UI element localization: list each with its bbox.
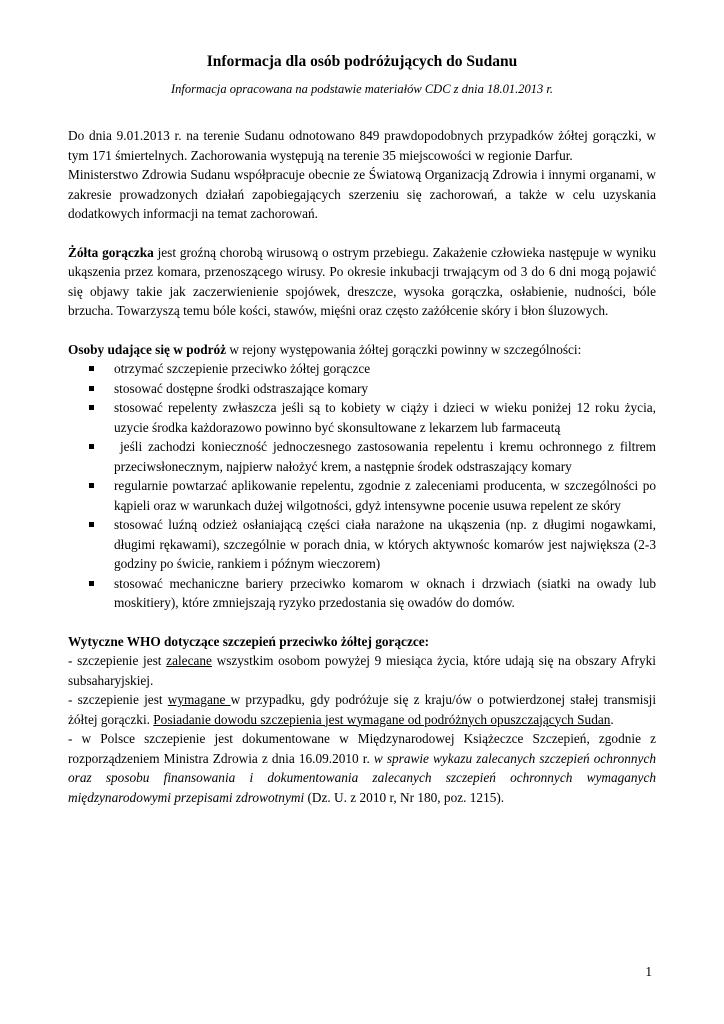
who-text: - w Polsce szczepienie jest dokumentowane w Międzynarodowej Książeczce Szczepień, zgodnie z rozporządzeniem Ministra Zdrowia z dnia 16.09.2010 r. [68,731,656,766]
list-item-text: stosować repelenty zwłaszcza jeśli są to kobiety w ciąży i dzieci w wieku poniżej 12 roku życia, uzycie środka każdorazowo powinno być skonsultowane z lekarzem lub farmaceutą [114,400,656,435]
intro-paragraph-2: Ministerstwo Zdrowia Sudanu współpracuje obecnie ze Światową Organizacją Zdrowia i innymi organami, w zakresie prowadzonych działań zapobiegających szerzeniu się zachorowań, a także w celu uzyskania dodatkowych informacji na temat zachorowań. [68,167,656,221]
list-item [89,398,656,437]
page-title: Informacja dla osób podróżujących do Sudanu [206,53,518,70]
who-guideline-recommended [68,651,656,690]
who-text: wszystkim osobom powyżej 9 miesiąca życia, które udają się na obszary Afryki subsaharyjskiej. [68,653,657,688]
travelers-description: w rejony występowania żółtej gorączki powinny w szczególności: [226,341,582,357]
yellow-fever-term: Żółta gorączka [68,244,154,260]
recommended-term: zalecane [166,653,212,668]
list-item-text: regularnie powtarzać aplikowanie repelentu, zgodnie z zaleceniami producenta, w szczególności po kąpieli oraz w warunkach dużej wilgotności, gdyż intensywne pocenie usuwa repelent ze skóry [114,478,656,513]
square-bullet-icon [89,386,94,391]
square-bullet-icon [89,444,94,449]
travelers-intro [68,340,656,360]
regulation-title: w sprawie wykazu zalecanych szczepień ochronnych oraz sposobu finansowania i dokumentowania zalecanych szczepień ochronnych wymaganych międzynarodowymi przepisami zdrowotnymi [68,750,656,805]
recommendations-list [68,359,660,613]
square-bullet-icon [89,522,94,527]
who-text: (Dz. U. z 2010 r, Nr 180, poz. 1215). [304,789,505,805]
who-text: - szczepienie jest [68,653,167,668]
list-item-text: stosować dostępne środki odstraszające komary [114,380,369,396]
list-item-text: jeśli zachodzi konieczność jednoczesnego zastosowania repelentu i kremu ochronnego z filtrem przeciwsłonecznym, najpierw nałożyć krem, a następnie środek odstraszający komary [114,439,660,474]
square-bullet-icon [89,366,94,371]
yellow-fever-description: jest groźną chorobą wirusową o ostrym przebiegu. Zakażenie człowieka następuje w wyniku ukąszenia przez komara, przenoszącego wirusy. Po okresie inkubacji trwającym od 3 do 6 dni mogą pojawić się objawy takie jak zaczerwienienie spojówek, dreszcze, wysoka gorączka, osłabienie, nudności, bóle brzucha. Towarzyszą temu bóle kości, stawów, mięśni oraz często zażółcenie skóry i błon śluzowych. [68,244,656,318]
travelers-term: Osoby udające się w podróż [68,341,227,357]
who-guideline-required [68,690,656,729]
proof-required-note: Posiadanie dowodu szczepienia jest wymagane od podróżnych opuszczających Sudan [153,711,611,727]
who-text: - szczepienie jest [68,692,168,707]
list-item [89,476,656,515]
who-text: . [610,711,614,727]
list-item [89,359,656,379]
page-subtitle: Informacja opracowana na podstawie materiałów CDC z dnia 18.01.2013 r. [171,82,553,96]
list-item-text: stosować mechaniczne bariery przeciwko komarom w oknach i drzwiach (siatki na owady lub moskitiery), które zmniejszają ryzyko przedostania się owadów do domów. [114,575,656,610]
who-guideline-poland [68,729,656,807]
intro-paragraph-1: Do dnia 9.01.2013 r. na terenie Sudanu odnotowano 849 prawdopodobnych przypadków żółtej gorączki, w tym 171 śmiertelnych. Zachorowania występują na terenie 35 miejscowości w regionie Darfur. [68,128,656,163]
yellow-fever-paragraph [68,243,656,321]
list-item-text: otrzymać szczepienie przeciwko żółtej gorączce [114,361,371,376]
square-bullet-icon [89,405,94,410]
list-item-text: stosować luźną odzież osłaniającą części ciała narażone na ukąszenia (np. z długimi nogawkami, długimi rękawami), szczególnie w porach dnia, w których aktywnośc komarów jest największa (2-3 godziny po świcie, rankiem i późnym wieczorem) [114,517,656,571]
list-item [89,437,660,476]
required-term: wymagane [167,692,231,707]
square-bullet-icon [89,581,94,586]
square-bullet-icon [89,483,94,488]
who-text: w przypadku, gdy podróżuje się z kraju/ów o potwierdzonej stałej transmisji żółtej gorączki. [68,692,657,727]
page-number: 1 [645,964,652,979]
list-item [89,574,656,613]
list-item [89,379,656,399]
list-item [89,515,656,574]
who-heading: Wytyczne WHO dotyczące szczepień przeciwko żółtej gorączce: [68,633,430,649]
